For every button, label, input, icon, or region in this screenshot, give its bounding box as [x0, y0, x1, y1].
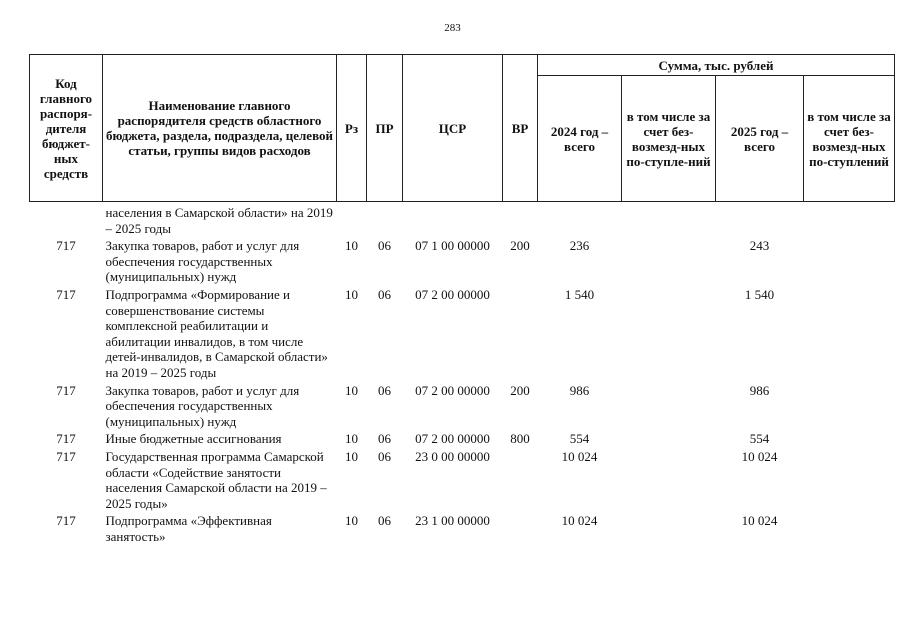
- cell-code: 717: [56, 448, 76, 464]
- cell-code: 717: [56, 238, 76, 254]
- cell-code: 717: [56, 513, 76, 529]
- cell-rz: 10: [345, 286, 358, 302]
- table-row: [30, 381, 895, 430]
- header-code: Код главного распоря-дителя бюджет-ных средств: [30, 55, 103, 202]
- cell-rz: 10: [345, 238, 358, 254]
- cell-code: 717: [56, 286, 76, 302]
- cell-vr: [503, 202, 538, 237]
- cell-2024-total: 986: [569, 382, 590, 398]
- cell-2024-free: [622, 429, 716, 447]
- cell-csr: 07 2 00 00000: [415, 382, 490, 398]
- cell-name: Иные бюджетные ассигнования: [105, 431, 282, 447]
- cell-vr: 800: [510, 431, 530, 447]
- header-rz: Рз: [337, 55, 367, 202]
- cell-2025-free: [804, 447, 895, 511]
- cell-pr: 06: [378, 382, 391, 398]
- cell-name: Подпрограмма «Эффективная занятость»: [105, 513, 272, 544]
- cell-2025-total: 986: [749, 382, 770, 398]
- cell-2025-free: [804, 202, 895, 237]
- cell-2024-total: [538, 202, 622, 237]
- cell-2025-total: 1 540: [744, 286, 775, 302]
- cell-pr: [367, 202, 403, 237]
- cell-2024-total: 236: [569, 238, 590, 254]
- header-2024-free: в том числе за счет без-возмезд-ных по-ступле-ний: [622, 76, 716, 202]
- cell-2024-free: [622, 236, 716, 285]
- cell-csr: [403, 202, 503, 237]
- cell-2025-free: [804, 429, 895, 447]
- header-pr: ПР: [367, 55, 403, 202]
- cell-2024-free: [622, 381, 716, 430]
- cell-code: 717: [56, 382, 76, 398]
- cell-2025-free: [804, 236, 895, 285]
- cell-2025-total: 554: [749, 431, 770, 447]
- cell-2025-total: [716, 202, 804, 237]
- table-body: [30, 202, 895, 545]
- table-row: [30, 202, 895, 237]
- table-row: [30, 285, 895, 381]
- cell-2025-total: 10 024: [741, 513, 778, 529]
- header-2025-free: в том числе за счет без-возмезд-ных по-ступлений: [804, 76, 895, 202]
- cell-csr: 07 2 00 00000: [415, 286, 490, 302]
- cell-csr: 07 2 00 00000: [415, 431, 490, 447]
- cell-vr: [503, 285, 538, 381]
- cell-2024-free: [622, 511, 716, 544]
- cell-2024-total: 554: [569, 431, 590, 447]
- cell-vr: [503, 511, 538, 544]
- cell-rz: [337, 202, 367, 237]
- header-name: Наименование главного распорядителя средств областного бюджета, раздела, подраздела, целевой статьи, группы видов расходов: [103, 55, 337, 202]
- cell-name: Закупка товаров, работ и услуг для обеспечения государственных (муниципальных) нужд: [105, 382, 300, 429]
- cell-rz: 10: [345, 513, 358, 529]
- cell-vr: 200: [510, 238, 530, 254]
- cell-name: Подпрограмма «Формирование и совершенствование системы комплексной реабилитации и абилитации инвалидов, в том числе детей-инвалидов, в Самарской области» на 2019 – 2025 годы: [105, 286, 328, 380]
- header-2025-total: 2025 год – всего: [716, 76, 804, 202]
- header-vr: ВР: [503, 55, 538, 202]
- budget-table: [29, 54, 895, 544]
- cell-name: Закупка товаров, работ и услуг для обеспечения государственных (муниципальных) нужд: [105, 238, 300, 285]
- cell-2025-total: 10 024: [741, 448, 778, 464]
- cell-2025-free: [804, 285, 895, 381]
- cell-pr: 06: [378, 431, 391, 447]
- cell-rz: 10: [345, 431, 358, 447]
- table-row: [30, 236, 895, 285]
- cell-csr: 23 1 00 00000: [415, 513, 490, 529]
- cell-pr: 06: [378, 286, 391, 302]
- header-sum-group: Сумма, тыс. рублей: [538, 55, 895, 76]
- cell-2025-free: [804, 381, 895, 430]
- cell-2024-total: 1 540: [564, 286, 595, 302]
- cell-name: населения в Самарской области» на 2019 – 2025 годы: [105, 205, 333, 236]
- cell-pr: 06: [378, 238, 391, 254]
- cell-rz: 10: [345, 448, 358, 464]
- cell-vr: 200: [510, 382, 530, 398]
- cell-pr: 06: [378, 513, 391, 529]
- cell-2024-free: [622, 285, 716, 381]
- cell-rz: 10: [345, 382, 358, 398]
- cell-2025-free: [804, 511, 895, 544]
- cell-2024-total: 10 024: [561, 448, 598, 464]
- table-row: [30, 447, 895, 511]
- cell-code: 717: [56, 431, 76, 447]
- cell-2024-free: [622, 202, 716, 237]
- cell-2024-total: 10 024: [561, 513, 598, 529]
- cell-2024-free: [622, 447, 716, 511]
- table-row: [30, 511, 895, 544]
- header-csr: ЦСР: [403, 55, 503, 202]
- cell-vr: [503, 447, 538, 511]
- table-header: [30, 55, 895, 202]
- cell-csr: 23 0 00 00000: [415, 448, 490, 464]
- header-2024-total: 2024 год – всего: [538, 76, 622, 202]
- cell-csr: 07 1 00 00000: [415, 238, 490, 254]
- table-row: [30, 429, 895, 447]
- cell-2025-total: 243: [749, 238, 770, 254]
- cell-name: Государственная программа Самарской области «Содействие занятости населения Самарской области на 2019 – 2025 годы»: [105, 448, 327, 511]
- page-number: 283: [444, 22, 461, 34]
- cell-pr: 06: [378, 448, 391, 464]
- cell-code: [30, 202, 103, 237]
